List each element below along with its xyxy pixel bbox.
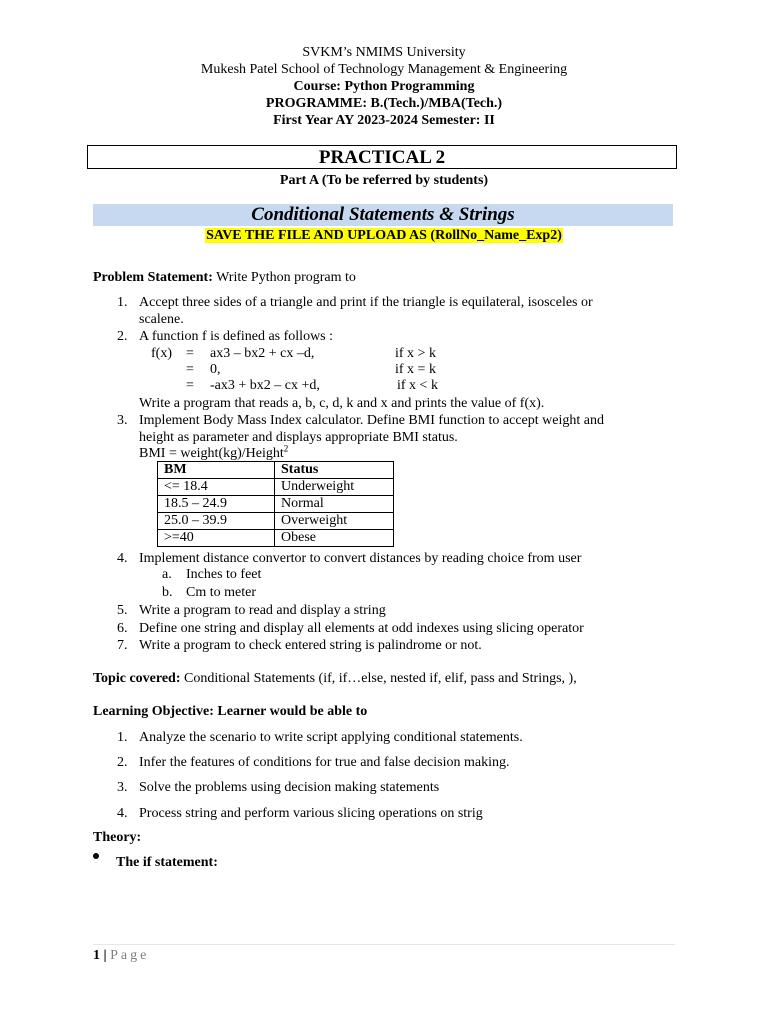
theory-heading: Theory:: [93, 830, 142, 845]
table-cell: Overweight: [275, 513, 394, 530]
function-expression: 0,: [210, 362, 221, 377]
function-condition: if x = k: [395, 362, 436, 377]
problem-item-number: 3.: [117, 413, 128, 428]
problem-item-number: 2.: [117, 329, 128, 344]
problem-item-number: 7.: [117, 638, 128, 653]
save-instruction: SAVE THE FILE AND UPLOAD AS (RollNo_Name_Exp2): [206, 228, 562, 243]
objective-text: Solve the problems using decision making statements: [139, 780, 440, 795]
problem-item-number: 4.: [117, 551, 128, 566]
page-number: 1: [93, 948, 100, 963]
function-lhs: f(x): [151, 346, 172, 361]
sub-item-letter: b.: [162, 585, 173, 600]
table-cell: Normal: [275, 496, 394, 513]
problem-item-text: scalene.: [139, 312, 184, 327]
problem-statement-label: Problem Statement:: [93, 270, 213, 285]
learning-objective-heading: Learning Objective: Learner would be able to: [93, 704, 368, 719]
problem-item-text: Define one string and display all elements at odd indexes using slicing operator: [139, 621, 584, 636]
table-row: [158, 530, 394, 547]
school-name: Mukesh Patel School of Technology Management & Engineering: [200, 62, 568, 77]
sub-item-text: Inches to feet: [186, 567, 262, 582]
bmi-formula-text: BMI = weight(kg)/Height: [139, 446, 284, 461]
function-note: Write a program that reads a, b, c, d, k and x and prints the value of f(x).: [139, 396, 545, 411]
problem-item-number: 1.: [117, 295, 128, 310]
table-header-row: [158, 462, 394, 479]
problem-statement-text: Write Python program to: [212, 270, 356, 285]
bmi-formula: [139, 445, 288, 462]
objective-text: Process string and perform various slicing operations on strig: [139, 806, 483, 821]
bmi-formula-exponent: 2: [283, 443, 289, 454]
problem-item-number: 6.: [117, 621, 128, 636]
function-equals: =: [186, 346, 194, 361]
objective-number: 1.: [117, 730, 128, 745]
problem-item-text: Implement distance convertor to convert distances by reading choice from user: [139, 551, 582, 566]
table-cell: <= 18.4: [158, 479, 275, 496]
problem-item-text: A function f is defined as follows :: [139, 329, 334, 344]
topic-covered-text: Conditional Statements (if, if…else, nested if, elif, pass and Strings, ),: [180, 671, 577, 686]
page-footer: [93, 947, 149, 964]
function-condition: if x > k: [395, 346, 436, 361]
part-label: Part A (To be referred by students): [279, 173, 489, 188]
table-row: [158, 479, 394, 496]
sub-item-text: Cm to meter: [186, 585, 256, 600]
table-cell: Underweight: [275, 479, 394, 496]
page-separator: |: [100, 948, 111, 963]
practical-title: PRACTICAL 2: [87, 145, 677, 169]
topic-covered: [93, 670, 577, 687]
objective-text: Infer the features of conditions for true and false decision making.: [139, 755, 510, 770]
academic-year: First Year AY 2023-2024 Semester: II: [273, 113, 495, 128]
programme-name: PROGRAMME: B.(Tech.)/MBA(Tech.): [265, 96, 503, 111]
table-header-cell: Status: [275, 462, 394, 479]
function-equals: =: [186, 378, 194, 393]
table-cell: 25.0 – 39.9: [158, 513, 275, 530]
if-statement-heading: The if statement:: [116, 855, 218, 870]
objective-number: 3.: [117, 780, 128, 795]
function-equals: =: [186, 362, 194, 377]
table-cell: Obese: [275, 530, 394, 547]
university-name: SVKM’s NMIMS University: [302, 45, 466, 60]
objective-text: Analyze the scenario to write script applying conditional statements.: [139, 730, 523, 745]
problem-item-number: 5.: [117, 603, 128, 618]
problem-item-text: Implement Body Mass Index calculator. Define BMI function to accept weight and: [139, 413, 604, 428]
topic-title: Conditional Statements & Strings: [93, 204, 673, 226]
function-expression: -ax3 + bx2 – cx +d,: [210, 378, 320, 393]
problem-statement: [93, 269, 356, 286]
save-instruction-line: [0, 227, 768, 244]
table-cell: 18.5 – 24.9: [158, 496, 275, 513]
sub-item-letter: a.: [162, 567, 172, 582]
bullet-icon: [93, 853, 99, 859]
topic-covered-label: Topic covered:: [93, 671, 181, 686]
table-header-cell: BM: [158, 462, 275, 479]
problem-item-text: Accept three sides of a triangle and print if the triangle is equilateral, isosceles or: [139, 295, 593, 310]
problem-item-text: Write a program to check entered string is palindrome or not.: [139, 638, 482, 653]
objective-number: 4.: [117, 806, 128, 821]
page-label: Page: [110, 948, 150, 963]
table-row: [158, 513, 394, 530]
problem-item-text: Write a program to read and display a string: [139, 603, 386, 618]
function-condition: if x < k: [397, 378, 438, 393]
table-cell: >=40: [158, 530, 275, 547]
problem-item-text: height as parameter and displays appropriate BMI status.: [139, 430, 458, 445]
footer-divider: [93, 944, 675, 945]
bmi-table: [157, 461, 394, 547]
objective-number: 2.: [117, 755, 128, 770]
function-expression: ax3 – bx2 + cx –d,: [210, 346, 315, 361]
course-name: Course: Python Programming: [293, 79, 475, 94]
table-row: [158, 496, 394, 513]
